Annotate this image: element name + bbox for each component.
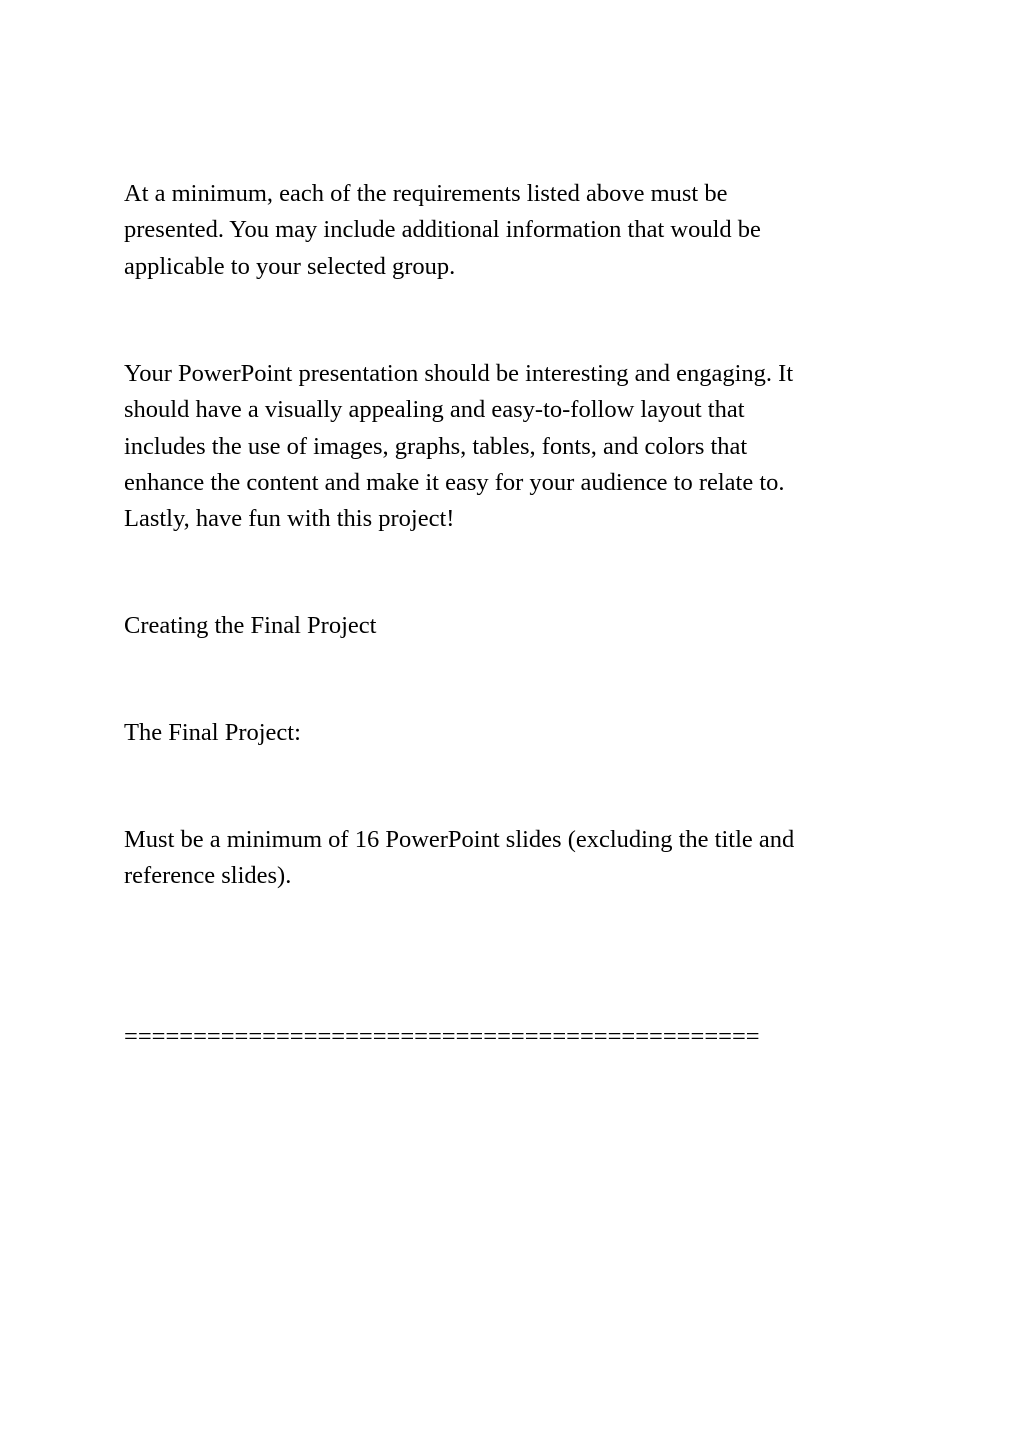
heading-text: Creating the Final Project (124, 612, 377, 639)
heading-creating-final-project (124, 608, 904, 644)
paragraph-line: applicable to your selected group. (124, 252, 456, 280)
paragraph-line: Your PowerPoint presentation should be interesting and engaging. It (124, 360, 794, 387)
paragraph-slide-minimum (124, 822, 904, 895)
separator-line (124, 1019, 904, 1055)
paragraph-requirements (124, 176, 904, 285)
paragraph-line: At a minimum, each of the requirements listed above must be (124, 180, 728, 207)
heading-the-final-project (124, 715, 904, 751)
paragraph-line: presented. You may include additional information that would be (124, 216, 761, 244)
separator-text: ============================================== (124, 1023, 760, 1050)
paragraph-line: Lastly, have fun with this project! (124, 505, 455, 533)
paragraph-line: reference slides). (124, 862, 292, 890)
paragraph-line: Must be a minimum of 16 PowerPoint slides (excluding the title and (124, 826, 795, 853)
paragraph-line: enhance the content and make it easy for your audience to relate to. (124, 468, 785, 496)
paragraph-line: should have a visually appealing and easy-to-follow layout that (124, 396, 745, 424)
paragraph-presentation-guidelines (124, 356, 904, 537)
paragraph-line: includes the use of images, graphs, tables, fonts, and colors that (124, 432, 748, 460)
heading-text: The Final Project: (124, 719, 301, 746)
